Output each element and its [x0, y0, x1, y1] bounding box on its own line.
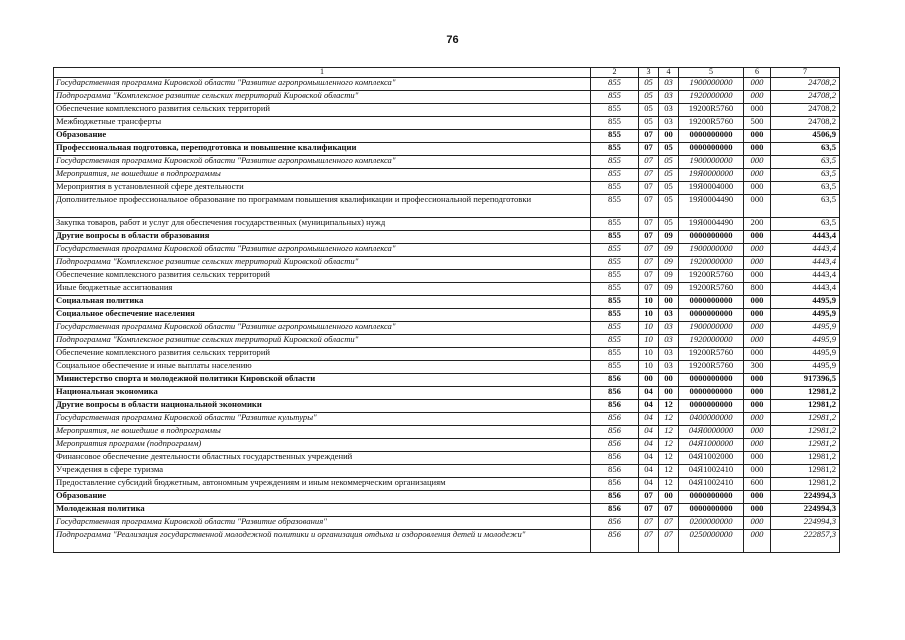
- table-row: [54, 465, 840, 478]
- cell-amount: 24708,2: [771, 117, 840, 130]
- cell-name: Государственная программа Кировской области "Развитие агропромышленного комплекса": [54, 156, 591, 169]
- cell-expense-type: 000: [744, 195, 771, 218]
- cell-subsection: 05: [659, 182, 679, 195]
- header-cell-name: 1: [54, 68, 591, 78]
- cell-expense-type: 000: [744, 348, 771, 361]
- cell-name: Подпрограмма "Комплексное развитие сельских территорий Кировской области": [54, 91, 591, 104]
- cell-expense-type: 000: [744, 452, 771, 465]
- cell-ministry: 855: [591, 322, 639, 335]
- cell-subsection: 00: [659, 491, 679, 504]
- cell-target: 0000000000: [679, 387, 744, 400]
- cell-section: 04: [639, 387, 659, 400]
- cell-ministry: 855: [591, 218, 639, 231]
- cell-ministry: 856: [591, 387, 639, 400]
- table-row: [54, 361, 840, 374]
- cell-subsection: 00: [659, 387, 679, 400]
- cell-amount: 224994,3: [771, 491, 840, 504]
- cell-amount: 24708,2: [771, 78, 840, 91]
- cell-ministry: 855: [591, 296, 639, 309]
- cell-name: Учреждения в сфере туризма: [54, 465, 591, 478]
- table-row: [54, 257, 840, 270]
- cell-expense-type: 200: [744, 218, 771, 231]
- table-row: [54, 348, 840, 361]
- cell-name: Обеспечение комплексного развития сельских территорий: [54, 270, 591, 283]
- table-row: [54, 104, 840, 117]
- cell-amount: 63,5: [771, 218, 840, 231]
- cell-target: 1920000000: [679, 91, 744, 104]
- cell-subsection: 05: [659, 195, 679, 218]
- table-row: [54, 117, 840, 130]
- cell-target: 19Я0004490: [679, 218, 744, 231]
- cell-expense-type: 500: [744, 117, 771, 130]
- cell-ministry: 856: [591, 478, 639, 491]
- table-row: [54, 387, 840, 400]
- table-row: [54, 452, 840, 465]
- header-cell-expense-type: 6: [744, 68, 771, 78]
- cell-expense-type: 000: [744, 169, 771, 182]
- table-row: [54, 413, 840, 426]
- cell-ministry: 856: [591, 426, 639, 439]
- cell-expense-type: 000: [744, 374, 771, 387]
- cell-target: 0000000000: [679, 130, 744, 143]
- cell-amount: 4443,4: [771, 270, 840, 283]
- table-row: [54, 270, 840, 283]
- cell-ministry: 856: [591, 439, 639, 452]
- cell-subsection: 12: [659, 413, 679, 426]
- cell-ministry: 856: [591, 504, 639, 517]
- cell-name: Другие вопросы в области национальной экономики: [54, 400, 591, 413]
- cell-target: 1900000000: [679, 244, 744, 257]
- cell-target: 04Я1000000: [679, 439, 744, 452]
- cell-subsection: 12: [659, 478, 679, 491]
- cell-ministry: 856: [591, 491, 639, 504]
- cell-expense-type: 600: [744, 478, 771, 491]
- cell-name: Межбюджетные трансферты: [54, 117, 591, 130]
- cell-section: 10: [639, 361, 659, 374]
- cell-expense-type: 000: [744, 504, 771, 517]
- cell-subsection: 05: [659, 169, 679, 182]
- cell-section: 07: [639, 182, 659, 195]
- cell-amount: 24708,2: [771, 91, 840, 104]
- cell-target: 1900000000: [679, 156, 744, 169]
- cell-expense-type: 000: [744, 517, 771, 530]
- cell-ministry: 855: [591, 117, 639, 130]
- cell-amount: 63,5: [771, 156, 840, 169]
- table-row: [54, 309, 840, 322]
- cell-subsection: 03: [659, 335, 679, 348]
- header-cell-target: 5: [679, 68, 744, 78]
- cell-name: Министерство спорта и молодежной политики Кировской области: [54, 374, 591, 387]
- cell-expense-type: 000: [744, 104, 771, 117]
- cell-amount: 12981,2: [771, 465, 840, 478]
- budget-table: [53, 67, 840, 553]
- cell-ministry: 855: [591, 361, 639, 374]
- cell-section: 04: [639, 478, 659, 491]
- cell-section: 05: [639, 117, 659, 130]
- cell-section: 04: [639, 439, 659, 452]
- cell-amount: 4443,4: [771, 244, 840, 257]
- cell-ministry: 856: [591, 413, 639, 426]
- table-row: [54, 296, 840, 309]
- cell-ministry: 855: [591, 195, 639, 218]
- cell-target: 19200R5760: [679, 348, 744, 361]
- cell-ministry: 856: [591, 374, 639, 387]
- cell-amount: 4443,4: [771, 283, 840, 296]
- cell-expense-type: 000: [744, 91, 771, 104]
- cell-name: Профессиональная подготовка, переподготовка и повышение квалификации: [54, 143, 591, 156]
- cell-amount: 4506,9: [771, 130, 840, 143]
- cell-subsection: 00: [659, 130, 679, 143]
- cell-subsection: 09: [659, 231, 679, 244]
- cell-ministry: 855: [591, 91, 639, 104]
- table-row: [54, 143, 840, 156]
- cell-expense-type: 000: [744, 400, 771, 413]
- cell-target: 19200R5760: [679, 361, 744, 374]
- cell-subsection: 12: [659, 452, 679, 465]
- table-row: [54, 156, 840, 169]
- cell-expense-type: 000: [744, 257, 771, 270]
- budget-table-body: [54, 68, 840, 553]
- cell-name: Социальное обеспечение населения: [54, 309, 591, 322]
- cell-target: 19200R5760: [679, 117, 744, 130]
- cell-subsection: 03: [659, 309, 679, 322]
- cell-section: 07: [639, 270, 659, 283]
- cell-name: Образование: [54, 130, 591, 143]
- cell-amount: 4495,9: [771, 335, 840, 348]
- cell-subsection: 03: [659, 361, 679, 374]
- cell-target: 04Я1002410: [679, 465, 744, 478]
- cell-name: Мероприятия программ (подпрограмм): [54, 439, 591, 452]
- cell-ministry: 855: [591, 309, 639, 322]
- cell-ministry: 856: [591, 452, 639, 465]
- cell-amount: 222857,3: [771, 530, 840, 553]
- table-row: [54, 91, 840, 104]
- cell-amount: 63,5: [771, 195, 840, 218]
- table-row: [54, 478, 840, 491]
- cell-name: Подпрограмма "Реализация государственной молодежной политики и организация отдыха и оздоровления детей и молодежи": [54, 530, 591, 553]
- cell-expense-type: 000: [744, 322, 771, 335]
- cell-section: 10: [639, 309, 659, 322]
- cell-section: 10: [639, 296, 659, 309]
- cell-amount: 12981,2: [771, 413, 840, 426]
- cell-name: Закупка товаров, работ и услуг для обеспечения государственных (муниципальных) нужд: [54, 218, 591, 231]
- cell-expense-type: 000: [744, 439, 771, 452]
- cell-section: 07: [639, 517, 659, 530]
- cell-target: 19200R5760: [679, 283, 744, 296]
- header-cell-amount: 7: [771, 68, 840, 78]
- cell-section: 07: [639, 169, 659, 182]
- cell-section: 07: [639, 156, 659, 169]
- cell-name: Государственная программа Кировской области "Развитие агропромышленного комплекса": [54, 322, 591, 335]
- cell-expense-type: 000: [744, 182, 771, 195]
- cell-target: 04Я1002410: [679, 478, 744, 491]
- cell-ministry: 856: [591, 530, 639, 553]
- cell-ministry: 855: [591, 231, 639, 244]
- cell-section: 05: [639, 91, 659, 104]
- cell-expense-type: 000: [744, 413, 771, 426]
- cell-target: 0400000000: [679, 413, 744, 426]
- cell-target: 1900000000: [679, 322, 744, 335]
- cell-ministry: 855: [591, 156, 639, 169]
- cell-name: Иные бюджетные ассигнования: [54, 283, 591, 296]
- cell-name: Дополнительное профессиональное образование по программам повышения квалификации и профессиональной переподготовки: [54, 195, 591, 218]
- table-row: [54, 130, 840, 143]
- cell-amount: 4443,4: [771, 257, 840, 270]
- cell-subsection: 03: [659, 91, 679, 104]
- cell-target: 19Я0004000: [679, 182, 744, 195]
- cell-section: 07: [639, 530, 659, 553]
- cell-expense-type: 000: [744, 78, 771, 91]
- cell-section: 05: [639, 104, 659, 117]
- cell-target: 0000000000: [679, 231, 744, 244]
- cell-expense-type: 000: [744, 231, 771, 244]
- cell-name: Государственная программа Кировской области "Развитие агропромышленного комплекса": [54, 244, 591, 257]
- cell-subsection: 05: [659, 218, 679, 231]
- cell-section: 07: [639, 244, 659, 257]
- cell-amount: 63,5: [771, 182, 840, 195]
- table-row: [54, 283, 840, 296]
- table-row: [54, 182, 840, 195]
- cell-target: 0000000000: [679, 504, 744, 517]
- cell-target: 0000000000: [679, 309, 744, 322]
- cell-expense-type: 000: [744, 387, 771, 400]
- cell-subsection: 03: [659, 117, 679, 130]
- cell-expense-type: 000: [744, 244, 771, 257]
- cell-expense-type: 800: [744, 283, 771, 296]
- cell-section: 07: [639, 257, 659, 270]
- cell-name: Другие вопросы в области образования: [54, 231, 591, 244]
- cell-expense-type: 000: [744, 309, 771, 322]
- cell-name: Мероприятия, не вошедшие в подпрограммы: [54, 426, 591, 439]
- cell-section: 04: [639, 452, 659, 465]
- cell-subsection: 05: [659, 156, 679, 169]
- cell-expense-type: 300: [744, 361, 771, 374]
- table-row: [54, 491, 840, 504]
- cell-subsection: 05: [659, 143, 679, 156]
- cell-expense-type: 000: [744, 156, 771, 169]
- cell-amount: 12981,2: [771, 439, 840, 452]
- cell-section: 10: [639, 322, 659, 335]
- cell-amount: 917396,5: [771, 374, 840, 387]
- cell-target: 0000000000: [679, 296, 744, 309]
- cell-section: 07: [639, 130, 659, 143]
- cell-expense-type: 000: [744, 335, 771, 348]
- cell-subsection: 12: [659, 400, 679, 413]
- table-row: [54, 169, 840, 182]
- cell-subsection: 00: [659, 296, 679, 309]
- cell-amount: 12981,2: [771, 426, 840, 439]
- cell-name: Обеспечение комплексного развития сельских территорий: [54, 348, 591, 361]
- cell-ministry: 855: [591, 283, 639, 296]
- cell-amount: 4495,9: [771, 348, 840, 361]
- table-row: [54, 504, 840, 517]
- cell-ministry: 855: [591, 182, 639, 195]
- cell-name: Мероприятия, не вошедшие в подпрограммы: [54, 169, 591, 182]
- cell-expense-type: 000: [744, 426, 771, 439]
- cell-target: 04Я0000000: [679, 426, 744, 439]
- cell-section: 07: [639, 231, 659, 244]
- cell-expense-type: 000: [744, 130, 771, 143]
- cell-name: Социальное обеспечение и иные выплаты населению: [54, 361, 591, 374]
- cell-subsection: 07: [659, 530, 679, 553]
- cell-amount: 224994,3: [771, 517, 840, 530]
- cell-ministry: 856: [591, 517, 639, 530]
- cell-name: Подпрограмма "Комплексное развитие сельских территорий Кировской области": [54, 257, 591, 270]
- table-row: [54, 195, 840, 218]
- cell-target: 0000000000: [679, 143, 744, 156]
- cell-expense-type: 000: [744, 296, 771, 309]
- cell-ministry: 855: [591, 335, 639, 348]
- cell-expense-type: 000: [744, 491, 771, 504]
- cell-ministry: 856: [591, 400, 639, 413]
- header-cell-subsection: 4: [659, 68, 679, 78]
- cell-amount: 12981,2: [771, 452, 840, 465]
- cell-section: 07: [639, 491, 659, 504]
- table-row: [54, 439, 840, 452]
- cell-section: 05: [639, 78, 659, 91]
- cell-ministry: 855: [591, 169, 639, 182]
- cell-subsection: 07: [659, 517, 679, 530]
- cell-amount: 12981,2: [771, 478, 840, 491]
- table-row: [54, 400, 840, 413]
- cell-section: 07: [639, 218, 659, 231]
- cell-amount: 24708,2: [771, 104, 840, 117]
- cell-amount: 4495,9: [771, 296, 840, 309]
- cell-name: Молодежная политика: [54, 504, 591, 517]
- cell-amount: 63,5: [771, 143, 840, 156]
- cell-subsection: 09: [659, 244, 679, 257]
- table-row: [54, 218, 840, 231]
- cell-subsection: 03: [659, 322, 679, 335]
- cell-subsection: 12: [659, 426, 679, 439]
- cell-name: Государственная программа Кировской области "Развитие агропромышленного комплекса": [54, 78, 591, 91]
- cell-amount: 4495,9: [771, 309, 840, 322]
- cell-name: Социальная политика: [54, 296, 591, 309]
- cell-expense-type: 000: [744, 143, 771, 156]
- header-row: [54, 68, 840, 78]
- cell-target: 04Я1002000: [679, 452, 744, 465]
- cell-section: 07: [639, 283, 659, 296]
- cell-subsection: 03: [659, 104, 679, 117]
- cell-subsection: 00: [659, 374, 679, 387]
- header-cell-ministry: 2: [591, 68, 639, 78]
- cell-target: 19200R5760: [679, 270, 744, 283]
- cell-name: Национальная экономика: [54, 387, 591, 400]
- table-row: [54, 231, 840, 244]
- cell-ministry: 855: [591, 244, 639, 257]
- cell-amount: 4495,9: [771, 361, 840, 374]
- cell-section: 00: [639, 374, 659, 387]
- cell-target: 19Я0000000: [679, 169, 744, 182]
- cell-ministry: 855: [591, 143, 639, 156]
- cell-section: 07: [639, 143, 659, 156]
- cell-name: Подпрограмма "Комплексное развитие сельских территорий Кировской области": [54, 335, 591, 348]
- table-row: [54, 78, 840, 91]
- cell-subsection: 03: [659, 348, 679, 361]
- cell-amount: 12981,2: [771, 387, 840, 400]
- cell-subsection: 07: [659, 504, 679, 517]
- table-row: [54, 244, 840, 257]
- cell-name: Предоставление субсидий бюджетным, автономным учреждениям и иным некоммерческим организациям: [54, 478, 591, 491]
- cell-section: 04: [639, 413, 659, 426]
- cell-target: 19200R5760: [679, 104, 744, 117]
- page-number: 76: [446, 34, 459, 46]
- cell-name: Финансовое обеспечение деятельности областных государственных учреждений: [54, 452, 591, 465]
- header-cell-section: 3: [639, 68, 659, 78]
- table-row: [54, 374, 840, 387]
- cell-section: 07: [639, 504, 659, 517]
- cell-subsection: 09: [659, 270, 679, 283]
- cell-target: 1920000000: [679, 257, 744, 270]
- cell-name: Мероприятия в установленной сфере деятельности: [54, 182, 591, 195]
- cell-target: 0200000000: [679, 517, 744, 530]
- cell-target: 0250000000: [679, 530, 744, 553]
- table-row: [54, 517, 840, 530]
- cell-target: 1920000000: [679, 335, 744, 348]
- cell-ministry: 855: [591, 257, 639, 270]
- cell-section: 04: [639, 400, 659, 413]
- cell-subsection: 03: [659, 78, 679, 91]
- cell-expense-type: 000: [744, 530, 771, 553]
- cell-amount: 4495,9: [771, 322, 840, 335]
- table-row: [54, 322, 840, 335]
- cell-ministry: 855: [591, 270, 639, 283]
- cell-section: 04: [639, 465, 659, 478]
- cell-subsection: 12: [659, 465, 679, 478]
- cell-section: 04: [639, 426, 659, 439]
- cell-ministry: 855: [591, 104, 639, 117]
- cell-subsection: 09: [659, 257, 679, 270]
- cell-subsection: 12: [659, 439, 679, 452]
- cell-target: 1900000000: [679, 78, 744, 91]
- cell-ministry: 855: [591, 130, 639, 143]
- cell-section: 10: [639, 335, 659, 348]
- cell-section: 07: [639, 195, 659, 218]
- cell-target: 19Я0004490: [679, 195, 744, 218]
- cell-section: 10: [639, 348, 659, 361]
- cell-target: 0000000000: [679, 374, 744, 387]
- cell-name: Государственная программа Кировской области "Развитие образования": [54, 517, 591, 530]
- cell-amount: 224994,3: [771, 504, 840, 517]
- cell-ministry: 856: [591, 465, 639, 478]
- cell-subsection: 09: [659, 283, 679, 296]
- table-row: [54, 335, 840, 348]
- cell-ministry: 855: [591, 78, 639, 91]
- cell-ministry: 855: [591, 348, 639, 361]
- table-row: [54, 426, 840, 439]
- cell-target: 0000000000: [679, 400, 744, 413]
- cell-expense-type: 000: [744, 465, 771, 478]
- cell-amount: 4443,4: [771, 231, 840, 244]
- cell-name: Государственная программа Кировской области "Развитие культуры": [54, 413, 591, 426]
- cell-name: Обеспечение комплексного развития сельских территорий: [54, 104, 591, 117]
- cell-amount: 12981,2: [771, 400, 840, 413]
- cell-expense-type: 000: [744, 270, 771, 283]
- cell-name: Образование: [54, 491, 591, 504]
- cell-target: 0000000000: [679, 491, 744, 504]
- table-row: [54, 530, 840, 553]
- cell-amount: 63,5: [771, 169, 840, 182]
